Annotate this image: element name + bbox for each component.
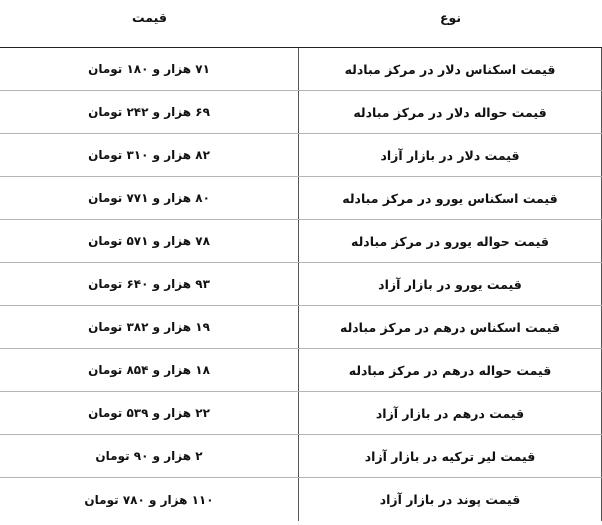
price-cell: ۱۱۰ هزار و ۷۸۰ تومان [0, 478, 299, 521]
table-row [0, 48, 602, 91]
type-cell: قیمت حواله درهم در مرکز مبادله [299, 349, 602, 391]
price-cell: ۸۰ هزار و ۷۷۱ تومان [0, 177, 299, 219]
table-row [0, 306, 602, 349]
type-cell: قیمت حواله دلار در مرکز مبادله [299, 91, 602, 133]
table-row [0, 263, 602, 306]
header-price: قیمت [132, 10, 167, 25]
table-row [0, 177, 602, 220]
table-row [0, 91, 602, 134]
price-cell: ۸۲ هزار و ۳۱۰ تومان [0, 134, 299, 176]
table-row [0, 349, 602, 392]
price-cell: ۶۹ هزار و ۲۴۲ تومان [0, 91, 299, 133]
type-cell: قیمت اسکناس یورو در مرکز مبادله [299, 177, 602, 219]
table-row [0, 220, 602, 263]
type-cell: قیمت اسکناس درهم در مرکز مبادله [299, 306, 602, 348]
price-cell: ۱۸ هزار و ۸۵۴ تومان [0, 349, 299, 391]
price-cell: ۲۲ هزار و ۵۳۹ تومان [0, 392, 299, 434]
type-cell: قیمت اسکناس دلار در مرکز مبادله [299, 48, 602, 90]
type-cell: قیمت لیر ترکیه در بازار آزاد [299, 435, 602, 477]
price-cell: ۲ هزار و ۹۰ تومان [0, 435, 299, 477]
price-cell: ۱۹ هزار و ۳۸۲ تومان [0, 306, 299, 348]
table-row [0, 134, 602, 177]
price-cell: ۹۳ هزار و ۶۴۰ تومان [0, 263, 299, 305]
price-cell: ۷۸ هزار و ۵۷۱ تومان [0, 220, 299, 262]
table-row [0, 392, 602, 435]
table-row [0, 478, 602, 521]
price-cell: ۷۱ هزار و ۱۸۰ تومان [0, 48, 299, 90]
type-cell: قیمت پوند در بازار آزاد [299, 478, 602, 521]
type-cell: قیمت دلار در بازار آزاد [299, 134, 602, 176]
table-row [0, 435, 602, 478]
table-header [0, 0, 602, 48]
type-cell: قیمت حواله یورو در مرکز مبادله [299, 220, 602, 262]
header-type: نوع [439, 10, 462, 25]
type-cell: قیمت یورو در بازار آزاد [299, 263, 602, 305]
type-cell: قیمت درهم در بازار آزاد [299, 392, 602, 434]
